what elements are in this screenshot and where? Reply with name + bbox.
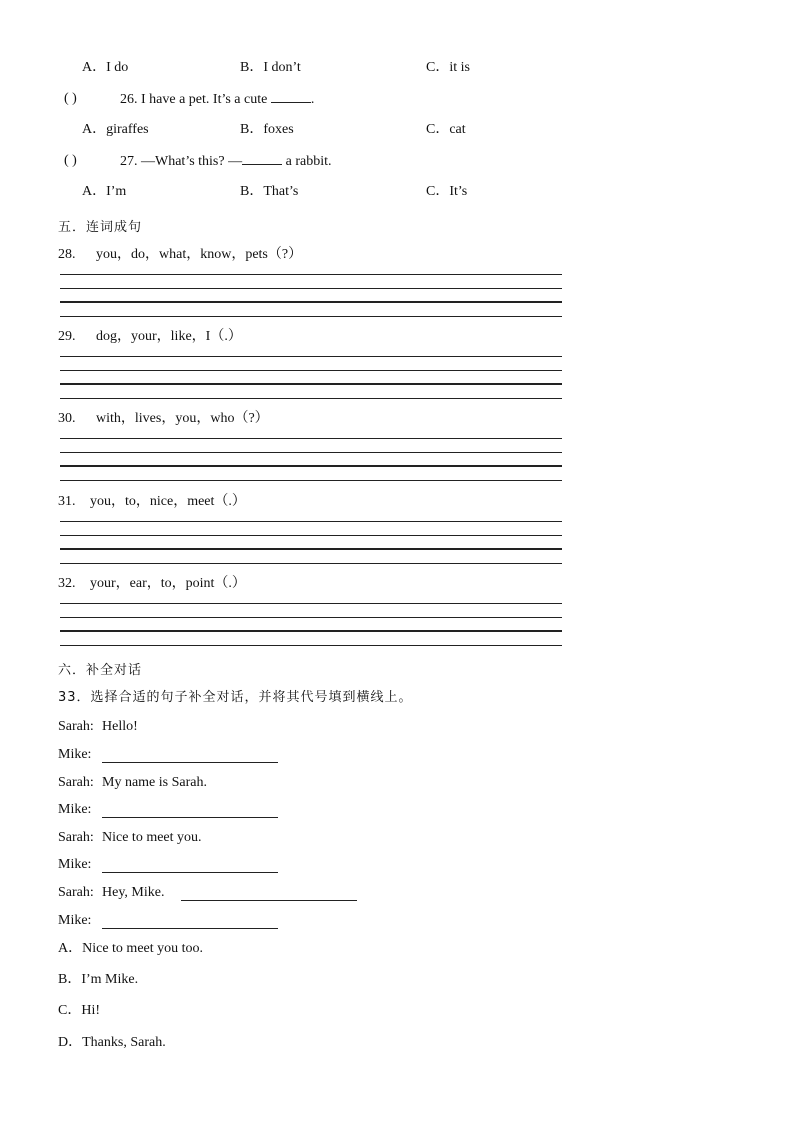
q28-writing-line-4[interactable]	[60, 316, 562, 317]
q32-writing-line-2[interactable]	[60, 617, 562, 618]
q27-option-a: A．I’m	[82, 184, 127, 199]
dialogue-speaker: Mike:	[58, 747, 92, 762]
q26-answer-paren[interactable]: ( )	[64, 91, 77, 106]
q25-option-a: A．I do	[82, 60, 129, 75]
q27-option-b: B．That’s	[240, 184, 299, 199]
q30-writing-line-1[interactable]	[60, 438, 562, 439]
q28-writing-line-2[interactable]	[60, 288, 562, 289]
q32-words: your，ear，to，point（.）	[90, 576, 246, 591]
q26-option-a: A．giraffes	[82, 122, 149, 137]
q29-writing-line-4[interactable]	[60, 398, 562, 399]
q25-option-b: B．I don’t	[240, 60, 301, 75]
q29-writing-line-1[interactable]	[60, 356, 562, 357]
choice-d: D．Thanks, Sarah.	[58, 1035, 166, 1050]
q32-number: 32.	[58, 576, 76, 591]
dialogue-speaker: Sarah:	[58, 719, 94, 734]
section6-heading: 六．补全对话	[58, 663, 143, 678]
dialogue-speaker: Mike:	[58, 857, 92, 872]
dialogue-answer-blank[interactable]	[102, 928, 278, 929]
q31-words: you，to，nice，meet（.）	[90, 494, 246, 509]
q28-writing-line-1[interactable]	[60, 274, 562, 275]
q25-option-c: C．it is	[426, 60, 470, 75]
dialogue-answer-blank[interactable]	[102, 817, 278, 818]
q28-number: 28.	[58, 247, 76, 262]
dialogue-speaker: Sarah:	[58, 775, 94, 790]
q32-writing-line-3[interactable]	[60, 630, 562, 632]
dialogue-answer-blank[interactable]	[102, 872, 278, 873]
choice-b: B．I’m Mike.	[58, 972, 139, 987]
q32-writing-line-4[interactable]	[60, 645, 562, 646]
dialogue-speaker: Sarah:	[58, 830, 94, 845]
dialogue-line: Hey, Mike.	[102, 885, 165, 900]
q26-option-b: B．foxes	[240, 122, 294, 137]
q30-words: with，lives，you，who（?）	[96, 411, 269, 426]
choice-c: C．Hi!	[58, 1003, 100, 1018]
q31-writing-line-4[interactable]	[60, 563, 562, 564]
dialogue-answer-blank[interactable]	[102, 762, 278, 763]
q26-blank[interactable]	[271, 90, 311, 103]
dialogue-speaker: Sarah:	[58, 885, 94, 900]
q32-writing-line-1[interactable]	[60, 603, 562, 604]
q27-stem: 27. —What’s this? — a rabbit.	[120, 154, 332, 169]
q31-writing-line-2[interactable]	[60, 535, 562, 536]
q28-words: you，do，what，know，pets（?）	[96, 247, 303, 262]
choice-a: A．Nice to meet you too.	[58, 941, 204, 956]
q28-writing-line-3[interactable]	[60, 301, 562, 303]
q30-writing-line-2[interactable]	[60, 452, 562, 453]
section5-heading: 五．连词成句	[58, 220, 143, 235]
dialogue-line: My name is Sarah.	[102, 775, 207, 790]
q27-answer-paren[interactable]: ( )	[64, 153, 77, 168]
q27-blank[interactable]	[242, 152, 282, 165]
q29-writing-line-3[interactable]	[60, 383, 562, 385]
q31-writing-line-1[interactable]	[60, 521, 562, 522]
q29-writing-line-2[interactable]	[60, 370, 562, 371]
q30-writing-line-4[interactable]	[60, 480, 562, 481]
dialogue-speaker: Mike:	[58, 913, 92, 928]
q30-writing-line-3[interactable]	[60, 465, 562, 467]
dialogue-line: Hello!	[102, 719, 138, 734]
dialogue-answer-blank[interactable]	[181, 900, 357, 901]
q26-option-c: C．cat	[426, 122, 466, 137]
dialogue-line: Nice to meet you.	[102, 830, 202, 845]
dialogue-speaker: Mike:	[58, 802, 92, 817]
q26-stem: 26. I have a pet. It’s a cute .	[120, 92, 315, 107]
q31-number: 31.	[58, 494, 76, 509]
q29-words: dog，your，like，I（.）	[96, 329, 242, 344]
q29-number: 29.	[58, 329, 76, 344]
section6-instruction: 33．选择合适的句子补全对话，并将其代号填到横线上。	[58, 690, 413, 705]
q31-writing-line-3[interactable]	[60, 548, 562, 550]
q30-number: 30.	[58, 411, 76, 426]
q27-option-c: C．It’s	[426, 184, 468, 199]
